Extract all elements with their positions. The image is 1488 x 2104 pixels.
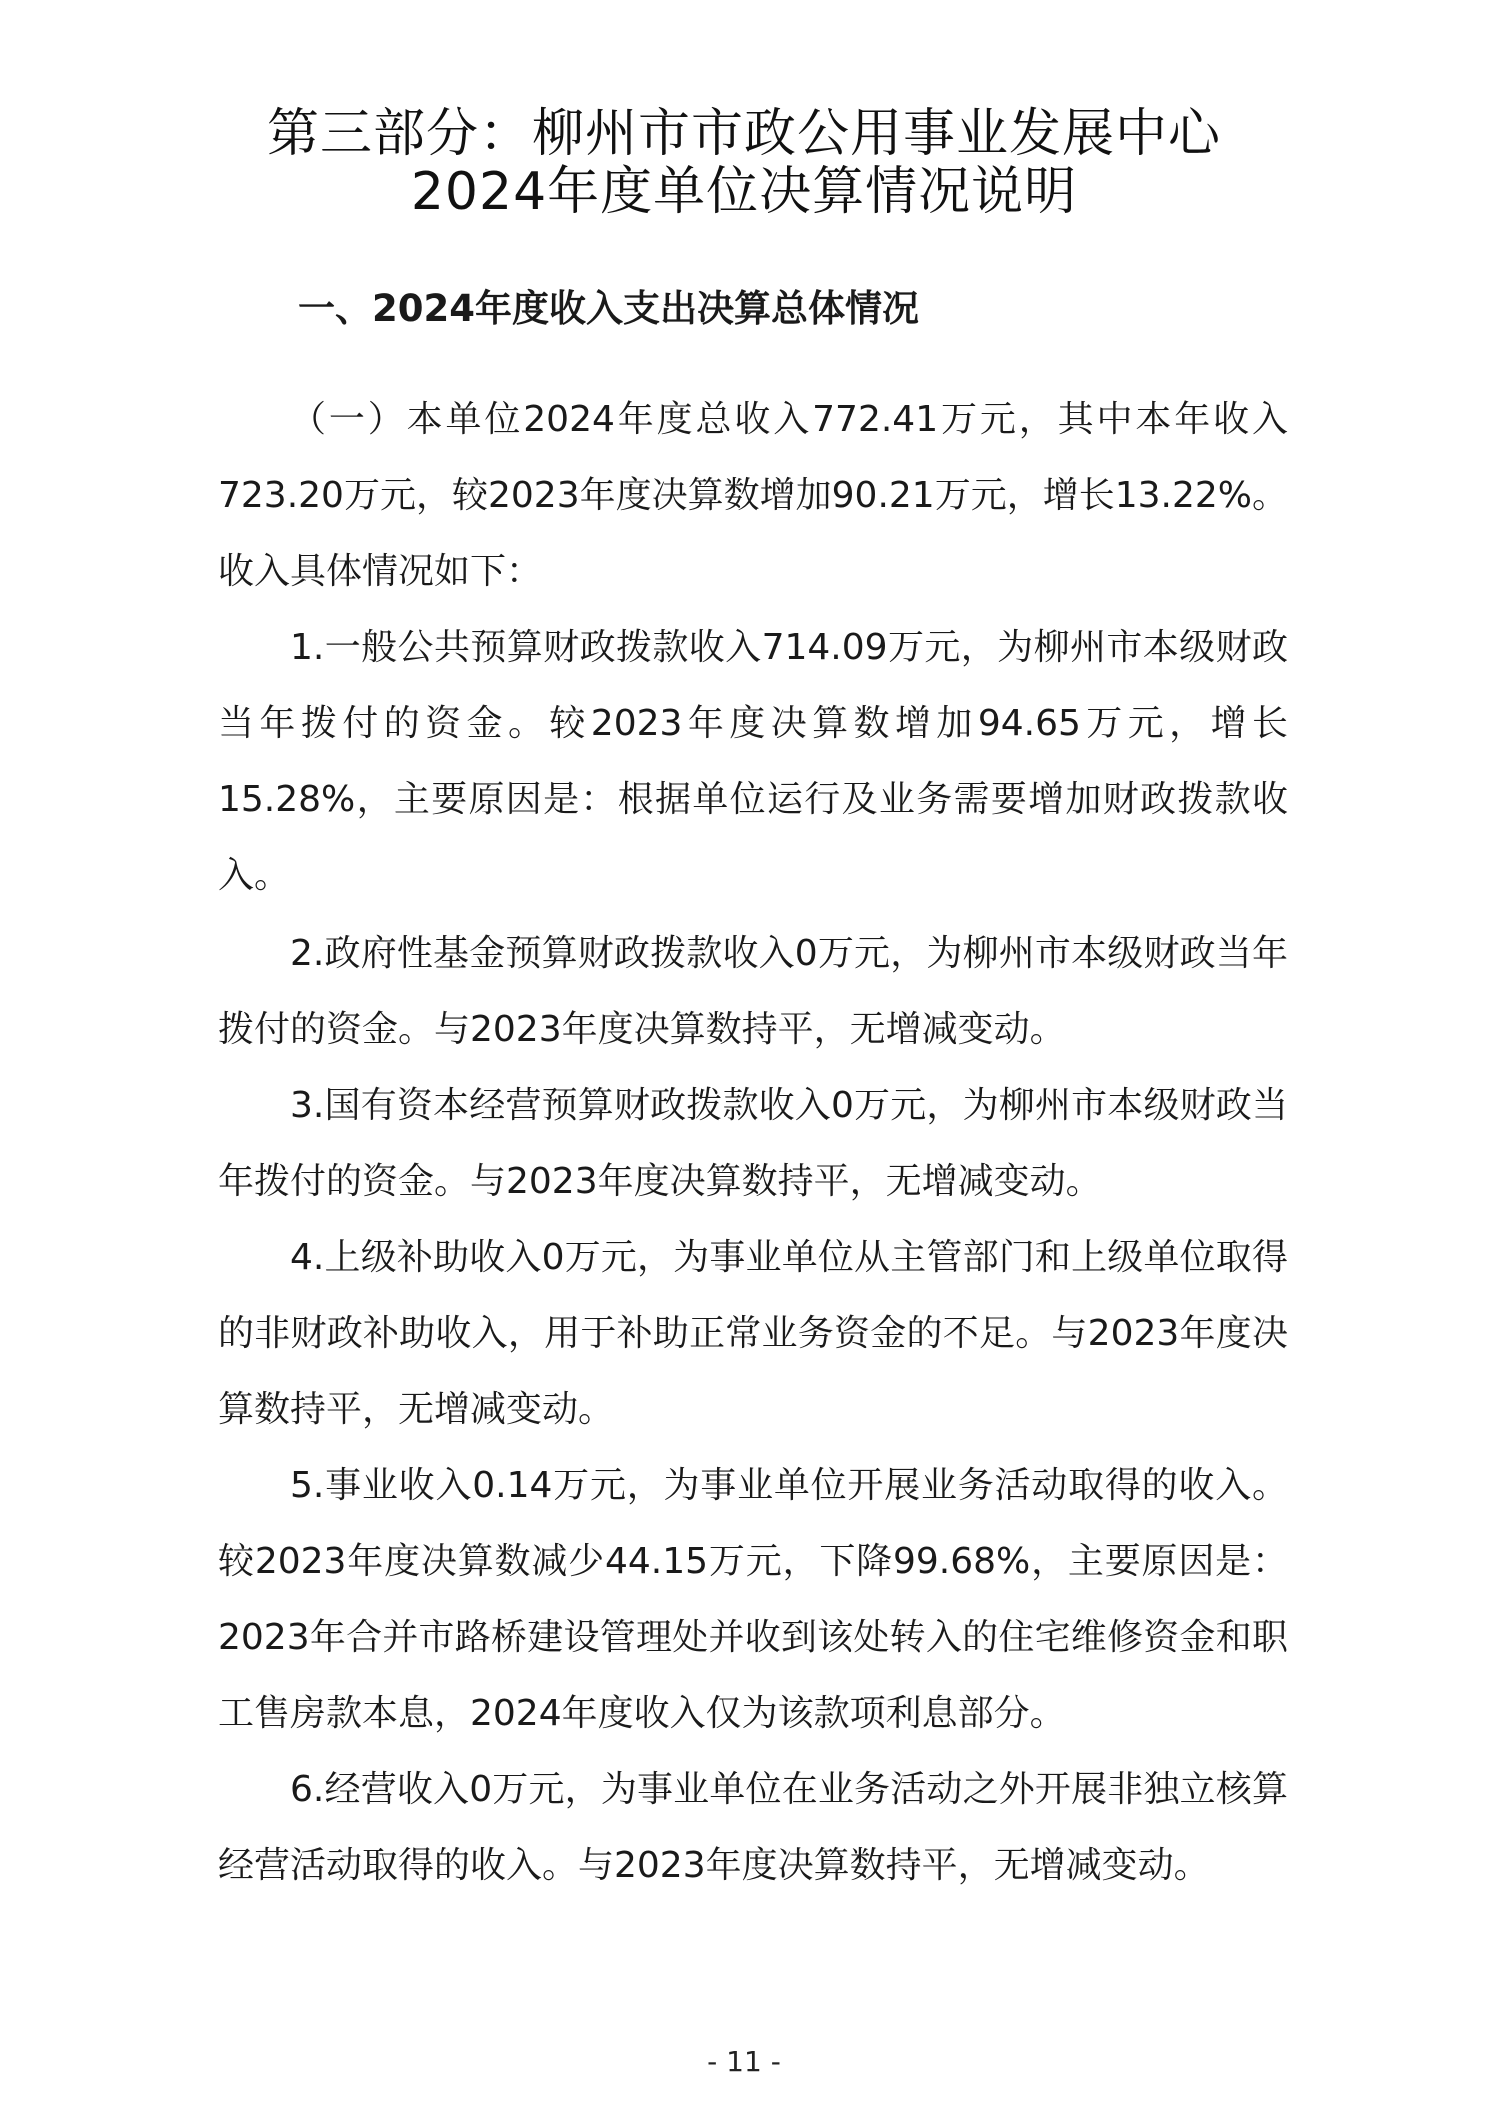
paragraph-general-budget: 1.一般公共预算财政拨款收入714.09万元，为柳州市本级财政当年拨付的资金。较2023年度决算数增加94.65万元，增长15.28%，主要原因是：根据单位运行及业务需要增加财政拨款收入。 bbox=[218, 627, 1288, 896]
section-heading: 一、2024年度收入支出决算总体情况 bbox=[298, 287, 919, 330]
paragraph-operating-income: 6.经营收入0万元，为事业单位在业务活动之外开展非独立核算经营活动取得的收入。与2023年度决算数持平，无增减变动。 bbox=[218, 1769, 1288, 1886]
paragraph-superior-subsidy: 4.上级补助收入0万元，为事业单位从主管部门和上级单位取得的非财政补助收入，用于补助正常业务资金的不足。与2023年度决算数持平，无增减变动。 bbox=[218, 1237, 1288, 1430]
page-title-line1: 第三部分：柳州市市政公用事业发展中心 bbox=[266, 104, 1221, 164]
paragraph-business-income: 5.事业收入0.14万元，为事业单位开展业务活动取得的收入。较2023年度决算数减少44.15万元，下降99.68%，主要原因是：2023年合并市路桥建设管理处并收到该处转入的住宅维修资金和职工售房款本息，2024年度收入仅为该款项利息部分。 bbox=[218, 1465, 1288, 1734]
paragraph-fund-budget: 2.政府性基金预算财政拨款收入0万元，为柳州市本级财政当年拨付的资金。与2023年度决算数持平，无增减变动。 bbox=[218, 933, 1288, 1050]
paragraph-state-capital: 3.国有资本经营预算财政拨款收入0万元，为柳州市本级财政当年拨付的资金。与2023年度决算数持平，无增减变动。 bbox=[218, 1085, 1288, 1202]
page-number: - 11 - bbox=[707, 2045, 781, 2078]
paragraph-total-income: （一）本单位2024年度总收入772.41万元，其中本年收入723.20万元，较2023年度决算数增加90.21万元，增长13.22%。收入具体情况如下： bbox=[218, 399, 1288, 592]
page-title-line2: 2024年度单位决算情况说明 bbox=[410, 162, 1078, 222]
